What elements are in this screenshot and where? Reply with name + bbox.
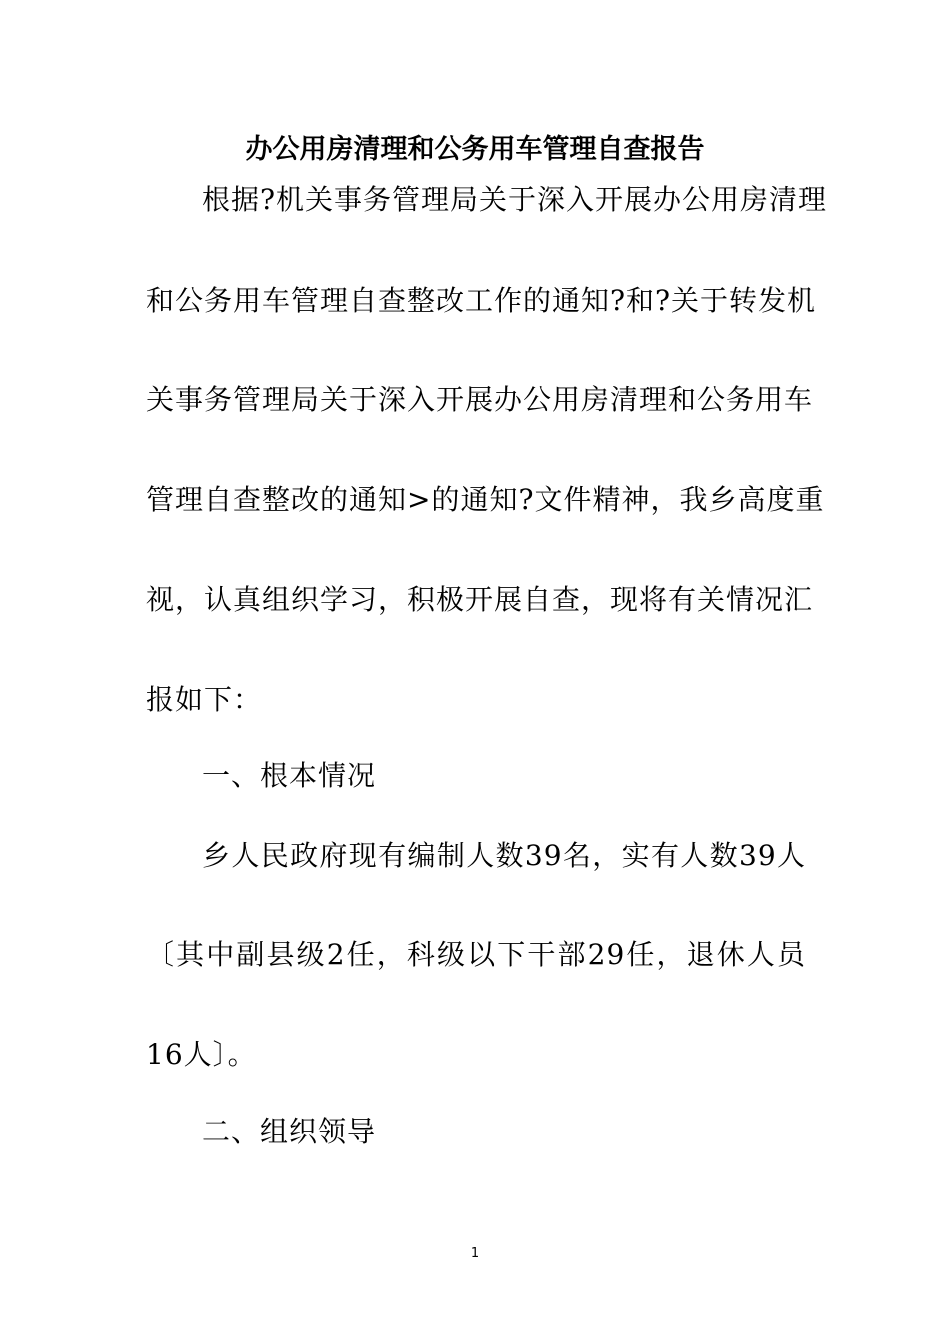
- paragraph-line-4: 管理自查整改的通知>的通知?文件精神，我乡高度重: [146, 483, 825, 516]
- paragraph-line-3: 关事务管理局关于深入开展办公用房清理和公务用车: [146, 383, 814, 416]
- paragraph-line-5: 视，认真组织学习，积极开展自查，现将有关情况汇: [146, 583, 814, 616]
- page-number: 1: [470, 1246, 480, 1261]
- section-heading-1: 一、根本情况: [202, 759, 377, 792]
- paragraph-line-1: 根据?机关事务管理局关于深入开展办公用房清理: [202, 183, 828, 216]
- paragraph-line-8: 〔其中副县级2任，科级以下干部29任，退休人员: [146, 938, 806, 971]
- paragraph-line-6: 报如下：: [146, 683, 263, 716]
- document-title: 办公用房清理和公务用车管理自查报告: [245, 134, 705, 165]
- paragraph-line-2: 和公务用车管理自查整改工作的通知?和?关于转发机: [146, 284, 817, 317]
- section-heading-2: 二、组织领导: [202, 1115, 377, 1148]
- paragraph-line-7: 乡人民政府现有编制人数39名，实有人数39人: [202, 839, 806, 872]
- paragraph-line-9: 16人〕。: [146, 1038, 257, 1071]
